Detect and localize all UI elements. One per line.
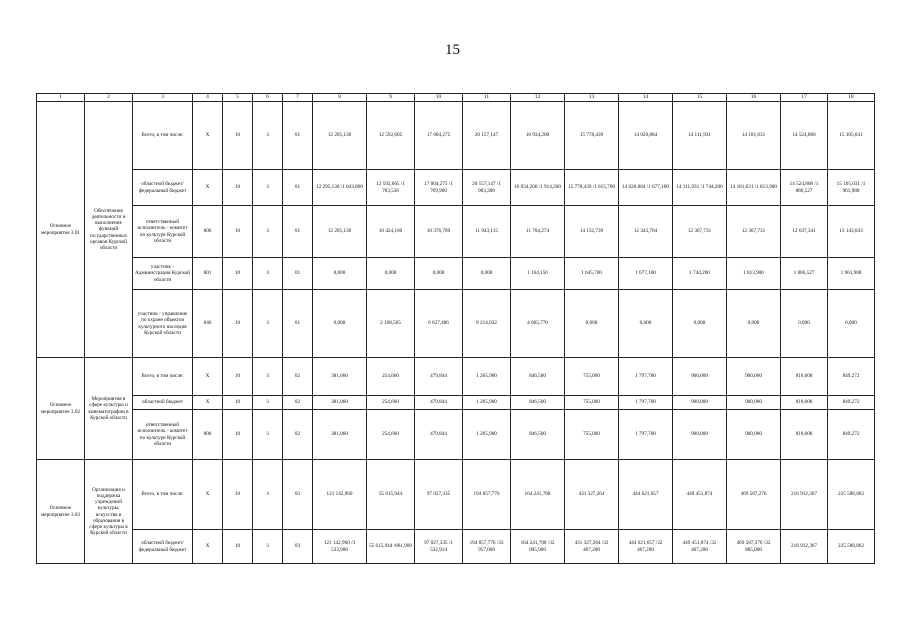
table-cell: 3 [253,206,283,258]
table-cell: 11 943,115 [463,206,511,258]
table-cell: 900,000 [673,358,727,396]
table-cell: 1 265,900 [463,396,511,410]
table-cell: 3 [253,170,283,206]
table-cell: 10 [223,396,253,410]
table-cell: 849,272 [828,358,875,396]
table-cell: 431 327,264 /32 467,200 [565,530,619,564]
table-cell: 0,000 [673,290,727,358]
table-cell: Х [193,170,223,206]
table-cell: Х [193,396,223,410]
table-cell: 12 637,341 [781,206,828,258]
table-cell: 14 020,884 /1 677,100 [619,170,673,206]
table-cell: 755,000 [565,410,619,460]
table-cell: Х [193,530,223,564]
measure-name: Основное мероприятие 3.01 [37,102,85,358]
table-cell: 10 [223,460,253,530]
table-cell: 444 621,657 /32 467,200 [619,530,673,564]
column-header: 11 [463,94,511,102]
table-cell: 194 857,776 [463,460,511,530]
table-cell: 755,000 [565,358,619,396]
table-cell: 469 587,276 [727,460,781,530]
table-cell: 3 [253,258,283,290]
table-cell: 02 [283,358,313,396]
table-cell: 254,660 [367,410,415,460]
table-cell: 02 [283,410,313,460]
measure-name: Основное мероприятие 3.02 [37,358,85,460]
table-cell: 846 [193,290,223,358]
table-cell: 01 [283,290,313,358]
table-cell: 1 797,700 [619,410,673,460]
table-cell: 846,500 [511,396,565,410]
table-cell: 849,272 [828,410,875,460]
table-cell: 14 524,868 /1 886,527 [781,170,828,206]
column-header: 8 [313,94,367,102]
table-cell: 10 424,100 [367,206,415,258]
table-cell: 849,272 [828,396,875,410]
table-cell: 10 [223,170,253,206]
table-cell: 15 778,439 [565,102,619,170]
table-cell: 12 295,130 [313,206,367,258]
table-cell: 121 142,960 [313,460,367,530]
table-cell: 12 367,731 [673,206,727,258]
table-cell: 03 [283,530,313,564]
table-cell: 1 813,900 [727,258,781,290]
table-cell: 10 [223,258,253,290]
table-cell: 17 004,275 /1 769,900 [415,170,463,206]
table-cell: 900,000 [727,358,781,396]
table-cell: 14 181,631 [727,102,781,170]
table-cell: 1 797,700 [619,396,673,410]
table-cell: 1 797,700 [619,358,673,396]
table-cell: 806 [193,206,223,258]
table-cell: 17 004,275 [415,102,463,170]
table-cell: 15 778,439 /1 615,700 [565,170,619,206]
table-cell: 15 105,031 /1 961,988 [828,170,875,206]
table-cell: 12 592,665 /1 783,536 [367,170,415,206]
table-cell: 449 451,874 /32 467,200 [673,530,727,564]
funding-source: участник - Администрация Курской области [133,258,193,290]
table-cell: 479,844 [415,410,463,460]
table-cell: 01 [283,170,313,206]
table-cell: 0,000 [367,258,415,290]
table-cell: 13 143,043 [828,206,875,258]
table-cell: 479,844 [415,358,463,396]
table-cell: 14 132,739 [565,206,619,258]
funding-source: Всего, в том числе: [133,460,193,530]
budget-table [36,93,875,564]
table-cell: 449 451,874 [673,460,727,530]
table-cell: 0,000 [313,290,367,358]
funding-source: Всего, в том числе: [133,358,193,396]
table-cell: 10 [223,102,253,170]
funding-source: областной бюджет/ федеральный бюджет [133,170,193,206]
table-cell: 3 [253,410,283,460]
table-cell: 1 886,527 [781,258,828,290]
table-cell: 0,000 [619,290,673,358]
table-cell: 0,000 [727,290,781,358]
table-row [37,102,875,170]
table-cell: 801 [193,258,223,290]
table-cell: 846,500 [511,410,565,460]
page-number: 15 [445,42,460,58]
funding-source: областной бюджет [133,396,193,410]
table-cell: 194 857,776 /33 957,000 [463,530,511,564]
column-header: 6 [253,94,283,102]
table-cell: 254,660 [367,358,415,396]
table-cell: 14 111,931 [673,102,727,170]
measure-description: Организация и поддержка учреждений культуры, искусства и образования в сфере культуры в Курской области [85,460,133,564]
table-cell: 216 912,367 [781,460,828,530]
table-cell: 55 615,944 /861,900 [367,530,415,564]
funding-source: участник - управление по охране объектов культурного наследия Курской области [133,290,193,358]
column-header: 18 [828,94,875,102]
table-cell: 216 912,367 [781,530,828,564]
table-cell: 900,000 [727,410,781,460]
table-cell: 16 934,200 /1 914,200 [511,170,565,206]
column-header: 3 [133,94,193,102]
table-cell: 3 [253,530,283,564]
table-cell: 816,608 [781,410,828,460]
measure-description: Обеспечение деятельности и выполнение функций государственных органов Курской области [85,102,133,358]
table-cell: 2 168,565 [367,290,415,358]
table-cell: 97 027,335 [415,460,463,530]
table-cell: 1 265,900 [463,358,511,396]
table-cell: 11 704,274 [511,206,565,258]
table-cell: 14 181,631 /1 813,900 [727,170,781,206]
table-cell: 01 [283,102,313,170]
table-row [37,206,875,258]
table-row [37,396,875,410]
table-row [37,170,875,206]
column-header: 1 [37,94,85,102]
table-cell: 0,000 [415,258,463,290]
funding-source: ответственный исполнитель - комитет по культуре Курской области [133,410,193,460]
table-cell: 1 744,200 [673,258,727,290]
table-cell: 14 020,884 [619,102,673,170]
table-cell: 381,060 [313,396,367,410]
table-cell: 1 961,988 [828,258,875,290]
column-header: 13 [565,94,619,102]
table-row [37,290,875,358]
table-cell: 12 367,731 [727,206,781,258]
table-cell: 01 [283,258,313,290]
table-cell: 8 214,032 [463,290,511,358]
table-cell: 10 376,789 [415,206,463,258]
table-cell: 6 627,486 [415,290,463,358]
table-cell: 121 142,960 /3 533,900 [313,530,367,564]
table-cell: 164 241,708 [511,460,565,530]
table-cell: 4 065,770 [511,290,565,358]
table-cell: 3 [253,396,283,410]
table-cell: 0,000 [828,290,875,358]
funding-source: Всего, в том числе: [133,102,193,170]
column-header: 4 [193,94,223,102]
table-cell: 164 241,708 /32 095,900 [511,530,565,564]
table-cell: 381,060 [313,358,367,396]
table-cell: Х [193,102,223,170]
column-header: 12 [511,94,565,102]
table-cell: 1 645,700 [565,258,619,290]
table-cell: 381,060 [313,410,367,460]
column-header: 9 [367,94,415,102]
table-cell: 816,608 [781,358,828,396]
table-row [37,410,875,460]
column-header: 5 [223,94,253,102]
table-cell: 254,660 [367,396,415,410]
table-cell: 97 027,335 /1 532,914 [415,530,463,564]
table-cell: 12 592,605 [367,102,415,170]
table-cell: Х [193,358,223,396]
measure-description: Мероприятия в сфере культуры и кинематографии в Курской области [85,358,133,460]
table-cell: 55 615,944 [367,460,415,530]
table-cell: 0,000 [565,290,619,358]
table-cell: 846,500 [511,358,565,396]
table-cell: 225 588,862 [828,460,875,530]
table-cell: 0,000 [781,290,828,358]
table-cell: 1 265,900 [463,410,511,460]
table-cell: 469 587,276 /32 885,000 [727,530,781,564]
column-header: 15 [673,94,727,102]
table-cell: 10 [223,206,253,258]
table-cell: 816,608 [781,396,828,410]
table-cell: 10 [223,410,253,460]
funding-source: ответственный исполнитель - комитет по культуре Курской области [133,206,193,258]
table-row [37,460,875,530]
column-header: 7 [283,94,313,102]
table-cell: 10 [223,290,253,358]
table-cell: 12 295,130 [313,102,367,170]
table-cell: 3 [253,358,283,396]
table-cell: 12 295,130 /1 043,800 [313,170,367,206]
table-cell: 900,000 [727,396,781,410]
table-cell: 225 588,862 [828,530,875,564]
table-cell: 1 164,156 [511,258,565,290]
table-row [37,258,875,290]
table-cell: 755,000 [565,396,619,410]
table-cell: 1 677,100 [619,258,673,290]
table-cell: 3 [253,460,283,530]
table-cell: 431 327,264 [565,460,619,530]
table-cell: 14 524,868 [781,102,828,170]
table-cell: 02 [283,396,313,410]
table-cell: 03 [283,460,313,530]
header-row [37,94,875,102]
table-cell: 10 [223,530,253,564]
table-cell: 10 [223,358,253,396]
table-row [37,358,875,396]
table-cell: 806 [193,410,223,460]
table-cell: 3 [253,290,283,358]
table-cell: 900,000 [673,410,727,460]
table-cell: 14 111,931 /1 744,200 [673,170,727,206]
measure-name: Основное мероприятие 3.03 [37,460,85,564]
column-header: 14 [619,94,673,102]
table-row [37,530,875,564]
table-cell: 3 [253,102,283,170]
table-cell: 900,000 [673,396,727,410]
table-cell: 0,000 [463,258,511,290]
table-cell: 479,844 [415,396,463,410]
table-cell: 0,000 [313,258,367,290]
table-cell: 01 [283,206,313,258]
table-cell: Х [193,460,223,530]
funding-source: областной бюджет/ федеральный бюджет [133,530,193,564]
table-cell: 16 934,200 [511,102,565,170]
table-cell: 444 621,657 [619,460,673,530]
column-header: 2 [85,94,133,102]
table-cell: 20 157,147 /1 903,300 [463,170,511,206]
table-cell: 12 343,704 [619,206,673,258]
table-cell: 15 105,031 [828,102,875,170]
column-header: 17 [781,94,828,102]
column-header: 10 [415,94,463,102]
column-header: 16 [727,94,781,102]
table-cell: 20 157,147 [463,102,511,170]
